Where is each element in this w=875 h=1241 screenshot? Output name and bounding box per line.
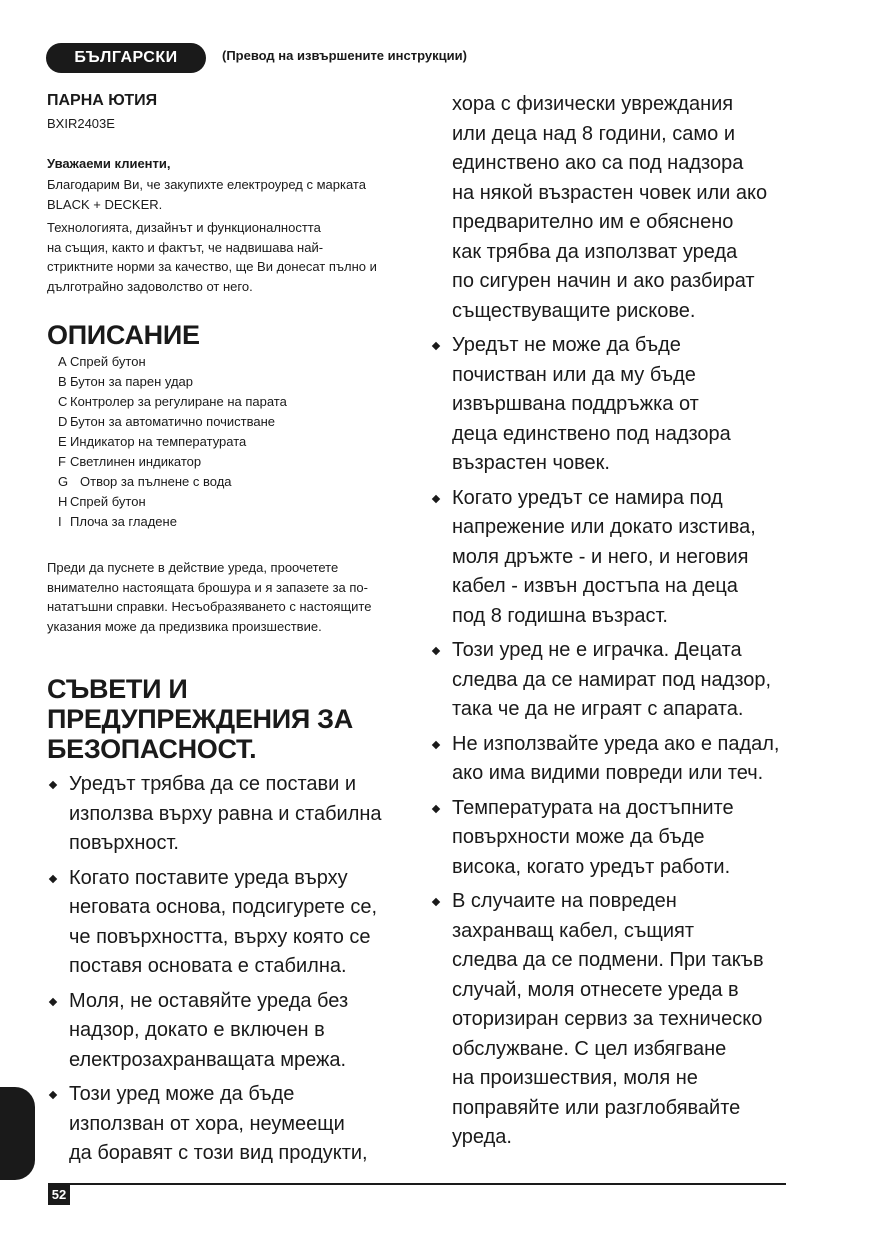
heading-line: БЕЗОПАСНОСТ. <box>47 734 257 764</box>
text-line: деца единствено под надзора <box>452 422 731 445</box>
safety-bullet <box>430 636 800 725</box>
text-line: дълготрайно задоволство от него. <box>47 278 253 294</box>
diamond-bullet-icon <box>49 997 57 1005</box>
safety-heading <box>47 674 407 764</box>
text-line: внимателно настоящата брошура и я запазете за по- <box>47 579 368 595</box>
part-item <box>58 452 407 472</box>
part-label: Спрей бутон <box>70 494 146 509</box>
part-label: Бутон за парен удар <box>70 374 194 389</box>
text-line: електрозахранващата мрежа. <box>69 1048 347 1071</box>
part-letter: D <box>58 414 68 429</box>
text-line: на произшествия, моля не <box>452 1067 698 1089</box>
text-line: указания може да предизвика произшествие. <box>47 618 322 634</box>
text-line: по сигурен начин и ако разбират <box>452 270 755 292</box>
part-letter: I <box>58 514 62 529</box>
part-item <box>58 512 407 532</box>
text-line: повърхност. <box>69 832 179 854</box>
safety-bullet <box>47 770 407 859</box>
part-item <box>58 472 407 492</box>
intro-paragraph-2 <box>47 218 407 296</box>
text-line: как трябва да използват уреда <box>452 240 738 263</box>
heading-line: СЪВЕТИ И <box>47 674 188 704</box>
text-line: В случаите на повреден <box>452 890 677 912</box>
text-line: или деца над 8 години, само и <box>452 122 736 145</box>
text-line: Този уред може да бъде <box>69 1083 295 1105</box>
text-line: на същия, както и фактът, че надвишава най- <box>47 239 324 255</box>
safety-bullet <box>47 864 407 982</box>
part-letter: E <box>58 434 67 449</box>
part-label: Отвор за пълнене с вода <box>80 474 232 489</box>
safety-bullet-continuation <box>430 90 800 326</box>
part-letter: F <box>58 454 66 469</box>
text-line: оторизиран сервиз за техническо <box>452 1008 763 1030</box>
part-letter: H <box>58 494 68 509</box>
text-line: Когато поставите уреда върху <box>69 866 348 889</box>
safety-bullet <box>430 887 800 1153</box>
text-line: следва да се подмени. При такъв <box>452 949 764 971</box>
text-line: нататъшни справки. Несъобразяването с настоящите <box>47 599 372 614</box>
text-line: предварително им е обяснено <box>452 211 734 233</box>
diamond-bullet-icon <box>432 804 440 812</box>
text-line: поправяйте или разглобявайте <box>452 1096 741 1119</box>
diamond-bullet-icon <box>49 1091 57 1099</box>
text-line: Когато уредът се намира под <box>452 486 723 509</box>
text-line: почистван или да му бъде <box>452 363 696 386</box>
text-line: обслужване. С цел избягване <box>452 1037 727 1060</box>
text-line: захранващ кабел, същият <box>452 919 695 942</box>
part-letter: B <box>58 374 67 389</box>
diamond-bullet-icon <box>432 898 440 906</box>
text-line: Благодарим Ви, че закупихте електроуред с марката <box>47 177 366 192</box>
safety-bullet <box>430 331 800 479</box>
safety-bullet <box>47 987 407 1076</box>
intro-paragraph-1 <box>47 175 407 214</box>
description-heading: ОПИСАНИЕ <box>47 320 200 350</box>
right-column <box>430 90 800 1158</box>
text-line: ако има видими повреди или теч. <box>452 762 764 784</box>
text-line: използван от хора, неумеещи <box>69 1112 345 1135</box>
text-line: случай, моля отнесете уреда в <box>452 978 739 1001</box>
safety-bullet <box>430 794 800 883</box>
text-line: хора с физически увреждания <box>452 93 734 115</box>
text-line: така че да не играят с апарата. <box>452 698 744 720</box>
text-line: Не използвайте уреда ако е падал, <box>452 732 780 755</box>
diamond-bullet-icon <box>432 740 440 748</box>
model-number: BXIR2403E <box>47 116 115 131</box>
text-line: извършвана поддръжка от <box>452 393 699 415</box>
part-label: Индикатор на температурата <box>70 434 247 449</box>
text-line: BLACK + DECKER. <box>47 196 163 212</box>
text-line: уреда. <box>452 1126 512 1148</box>
text-line: висока, когато уредът работи. <box>452 855 731 878</box>
part-label: Плоча за гладене <box>70 514 177 529</box>
text-line: напрежение или докато изстива, <box>452 516 756 538</box>
text-line: използва върху равна и стабилна <box>69 802 382 825</box>
diamond-bullet-icon <box>432 647 440 655</box>
greeting: Уважаеми клиенти, <box>47 156 171 171</box>
text-line: поставя основата е стабилна. <box>69 955 347 977</box>
part-item <box>58 352 407 372</box>
part-item <box>58 492 407 512</box>
diamond-bullet-icon <box>49 874 57 882</box>
safety-list-left <box>47 770 407 1169</box>
text-line: Преди да пуснете в действие уреда, проочетете <box>47 560 339 575</box>
part-label: Спрей бутон <box>70 354 146 369</box>
text-line: моля дръжте - и него, и неговия <box>452 545 749 568</box>
part-item <box>58 372 407 392</box>
part-item <box>58 392 407 412</box>
text-line: Температурата на достъпните <box>452 796 734 819</box>
text-line: надзор, докато е включен в <box>69 1019 325 1041</box>
text-line: стриктните норми за качество, ще Ви донесат пълно и <box>47 259 377 274</box>
text-line: Уредът не може да бъде <box>452 334 681 356</box>
text-line: под 8 годишна възраст. <box>452 604 668 627</box>
text-line: да боравят с този вид продукти, <box>69 1142 368 1164</box>
part-item <box>58 432 407 452</box>
text-line: единствено ако са под надзора <box>452 152 744 174</box>
text-line: следва да се намират под надзор, <box>452 668 772 691</box>
safety-bullet <box>430 730 800 789</box>
text-line: възрастен човек. <box>452 452 610 474</box>
text-line: повърхности може да бъде <box>452 826 705 848</box>
heading-line: ПРЕДУПРЕЖДЕНИЯ ЗА <box>47 704 353 734</box>
diamond-bullet-icon <box>432 494 440 502</box>
part-label: Бутон за автоматично почистване <box>70 414 276 429</box>
part-item <box>58 412 407 432</box>
text-line: Този уред не е играчка. Децата <box>452 639 742 661</box>
page-number: 52 <box>48 1185 70 1205</box>
text-line: съществуващите рискове. <box>452 299 696 322</box>
usage-note <box>47 558 407 636</box>
part-label: Контролер за регулиране на парата <box>70 394 287 409</box>
part-letter: A <box>58 354 67 369</box>
text-line: кабел - извън достъпа на деца <box>452 575 738 597</box>
part-letter: G <box>58 474 69 489</box>
text-line: на някой възрастен човек или ако <box>452 181 768 204</box>
safety-bullet <box>47 1080 407 1169</box>
left-column <box>47 92 407 1174</box>
section-tab-marker <box>0 1087 35 1180</box>
text-line: Технологията, дизайнът и функционалността <box>47 220 321 235</box>
parts-list <box>47 352 407 532</box>
diamond-bullet-icon <box>49 781 57 789</box>
part-label: Светлинен индикатор <box>70 454 202 469</box>
diamond-bullet-icon <box>432 342 440 350</box>
text-line: Моля, не оставяйте уреда без <box>69 989 349 1012</box>
text-line: че повърхността, върху която се <box>69 925 371 948</box>
footer-divider <box>48 1183 786 1185</box>
text-line: неговата основа, подсигурете се, <box>69 896 378 918</box>
language-badge: БЪЛГАРСКИ <box>46 43 206 73</box>
part-letter: C <box>58 394 68 409</box>
product-title: ПАРНА ЮТИЯ <box>47 92 158 109</box>
safety-bullet <box>430 484 800 632</box>
translation-note: (Превод на извършените инструкции) <box>222 48 467 63</box>
text-line: Уредът трябва да се постави и <box>69 773 357 795</box>
